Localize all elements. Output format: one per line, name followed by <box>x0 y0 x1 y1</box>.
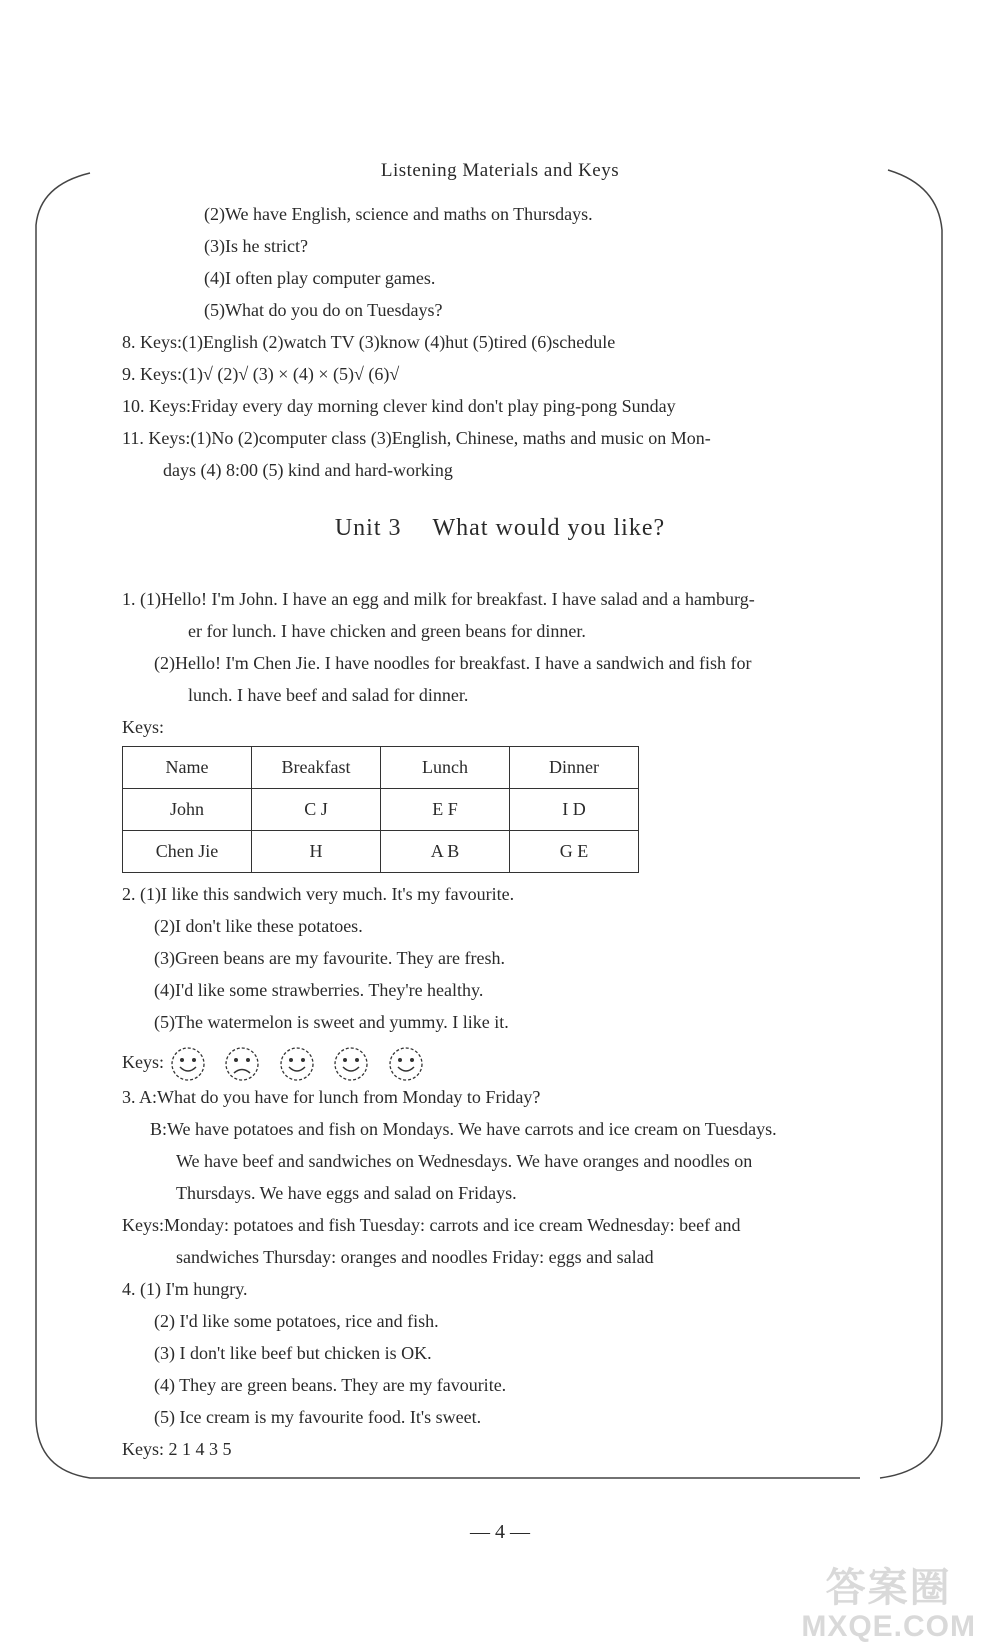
q4-line-3: (3) I don't like beef but chicken is OK. <box>154 1343 432 1363</box>
q2-line-4: (4)I'd like some strawberries. They're healthy. <box>154 980 484 1000</box>
watermark-text: 答案圈 <box>825 1566 952 1610</box>
q4-line-5: (5) Ice cream is my favourite food. It's sweet. <box>154 1407 482 1427</box>
q7-line-3: (3)Is he strict? <box>204 236 308 256</box>
keys-11: 11. Keys:(1)No (2)computer class (3)English, Chinese, maths and music on Mon- <box>122 428 711 448</box>
table-row <box>123 831 639 873</box>
page-number: — 4 — <box>470 1521 530 1543</box>
q3-line-4: Thursdays. We have eggs and salad on Fridays. <box>176 1183 517 1203</box>
watermark-logo <box>801 1566 976 1644</box>
table-cell: C J <box>252 789 381 831</box>
q3-keys-2: sandwiches Thursday: oranges and noodles Friday: eggs and salad <box>176 1247 654 1267</box>
happy-face-icon <box>387 1045 425 1083</box>
q1-line-3: (2)Hello! I'm Chen Jie. I have noodles for breakfast. I have a sandwich and fish for <box>154 653 752 673</box>
watermark-url: MXQE.COM <box>801 1610 976 1643</box>
table-cell: A B <box>381 831 510 873</box>
page-header: Listening Materials and Keys <box>380 160 620 181</box>
q1-line-2: er for lunch. I have chicken and green beans for dinner. <box>188 621 586 641</box>
table-row <box>123 789 639 831</box>
q2-keys-label: Keys: <box>122 1052 164 1072</box>
keys-table <box>122 746 639 873</box>
q4-keys: Keys: 2 1 4 3 5 <box>122 1439 232 1459</box>
q3-line-2: B:We have potatoes and fish on Mondays. We have carrots and ice cream on Tuesdays. <box>150 1119 777 1139</box>
table-cell: E F <box>381 789 510 831</box>
keys-10: 10. Keys:Friday every day morning clever kind don't play ping-pong Sunday <box>122 396 676 416</box>
q1-line-1: 1. (1)Hello! I'm John. I have an egg and milk for breakfast. I have salad and a hamburg- <box>122 589 755 609</box>
table-cell: Chen Jie <box>123 831 252 873</box>
table-header-row <box>123 747 639 789</box>
table-header-cell: Name <box>123 747 252 789</box>
q7-line-5: (5)What do you do on Tuesdays? <box>204 300 443 320</box>
q7-line-2: (2)We have English, science and maths on Thursdays. <box>204 204 593 224</box>
q7-line-4: (4)I often play computer games. <box>204 268 436 288</box>
q3-line-3: We have beef and sandwiches on Wednesdays. We have oranges and noodles on <box>176 1151 753 1171</box>
q2-line-5: (5)The watermelon is sweet and yummy. I like it. <box>154 1012 509 1032</box>
table-cell: H <box>252 831 381 873</box>
keys-8: 8. Keys:(1)English (2)watch TV (3)know (4)hut (5)tired (6)schedule <box>122 332 616 352</box>
table-cell: G E <box>510 831 639 873</box>
table-header-cell: Lunch <box>381 747 510 789</box>
happy-face-icon <box>169 1045 207 1083</box>
happy-face-icon <box>332 1045 370 1083</box>
unit-number: Unit 3 <box>334 515 402 541</box>
table-header-cell: Dinner <box>510 747 639 789</box>
keys-11-cont: days (4) 8:00 (5) kind and hard-working <box>163 460 453 480</box>
q2-keys <box>122 1043 437 1083</box>
sad-face-icon <box>223 1045 261 1083</box>
q2-line-1: 2. (1)I like this sandwich very much. It's my favourite. <box>122 884 515 904</box>
q4-line-2: (2) I'd like some potatoes, rice and fish. <box>154 1311 439 1331</box>
q1-line-4: lunch. I have beef and salad for dinner. <box>188 685 469 705</box>
table-cell: John <box>123 789 252 831</box>
unit-title <box>0 515 1000 542</box>
q3-line-1: 3. A:What do you have for lunch from Monday to Friday? <box>122 1087 541 1107</box>
q2-line-3: (3)Green beans are my favourite. They are fresh. <box>154 948 505 968</box>
table-cell: I D <box>510 789 639 831</box>
q3-keys-1: Keys:Monday: potatoes and fish Tuesday: carrots and ice cream Wednesday: beef and <box>122 1215 741 1235</box>
q1-keys-label: Keys: <box>122 717 164 737</box>
table-header-cell: Breakfast <box>252 747 381 789</box>
keys-9: 9. Keys:(1)√ (2)√ (3) × (4) × (5)√ (6)√ <box>122 364 400 384</box>
q4-line-1: 4. (1) I'm hungry. <box>122 1279 248 1299</box>
q2-line-2: (2)I don't like these potatoes. <box>154 916 363 936</box>
unit-name: What would you like? <box>432 515 666 541</box>
happy-face-icon <box>278 1045 316 1083</box>
q4-line-4: (4) They are green beans. They are my favourite. <box>154 1375 507 1395</box>
